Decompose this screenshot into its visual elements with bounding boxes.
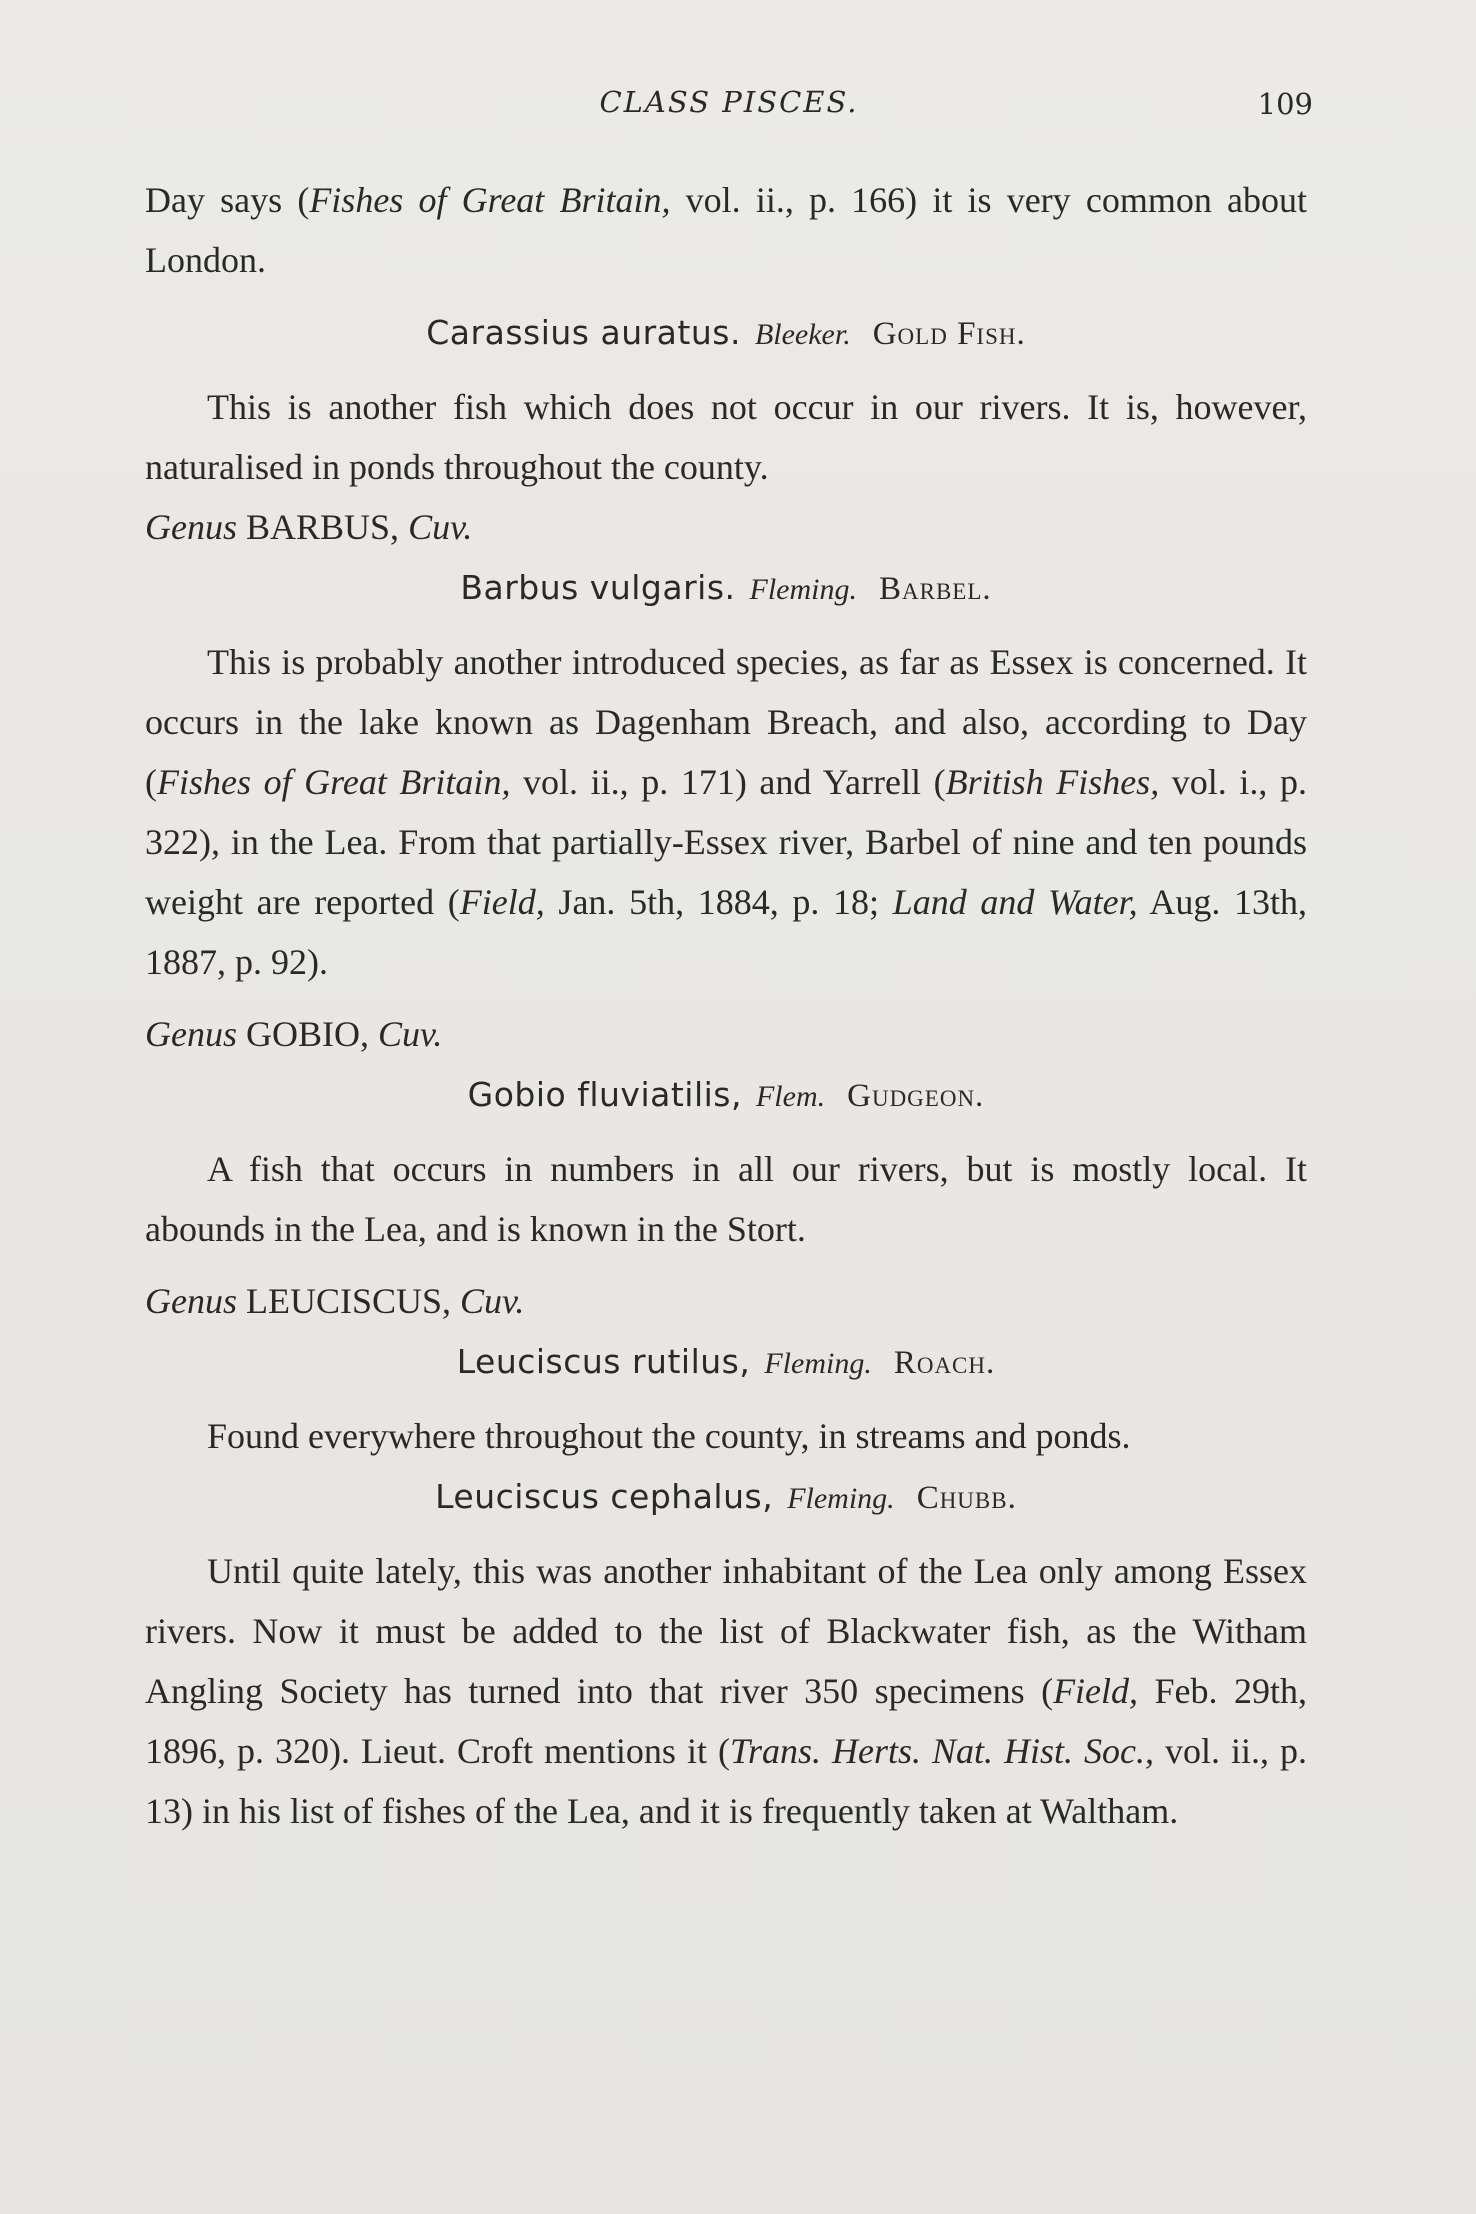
species-heading-carassius [145, 302, 1307, 365]
species-author: Fleming. [787, 1482, 895, 1515]
species-name: Gobio fluviatilis, [467, 1075, 742, 1114]
species-author: Fleming. [764, 1347, 872, 1380]
species-author: Bleeker. [754, 318, 851, 351]
species-common-name: Roach. [893, 1345, 996, 1381]
genus-heading-leuciscus: Genus LEUCISCUS, Cuv. [145, 1281, 525, 1321]
species-heading-gobio [145, 1064, 1307, 1127]
paragraph-barbel: This is probably another introduced species, as far as Essex is concerned. It occurs in the lake known as Dagenham Breach, and also, according to Day (Fishes of Great Britain, vol. ii., p. 171) and Yarrell (British Fishes, vol. i., p. 322), in the Lea. From that partially-Essex river, Barbel of nine and ten pounds weight are reported (Field, Jan. 5th, 1884, p. 18; Land and Water, Aug. 13th, 1887, p. 92). [145, 642, 1307, 982]
species-name: Carassius auratus. [426, 313, 741, 352]
species-common-name: Gold Fish. [872, 316, 1026, 352]
paragraph-chubb: Until quite lately, this was another inhabitant of the Lea only among Essex rivers. Now it must be added to the list of Blackwater fish, as the Witham Angling Society has turned into that river 350 specimens (Field, Feb. 29th, 1896, p. 320). Lieut. Croft mentions it (Trans. Herts. Nat. Hist. Soc., vol. ii., p. 13) in his list of fishes of the Lea, and it is frequently taken at Waltham. [145, 1551, 1308, 1831]
species-author: Flem. [755, 1080, 826, 1113]
species-name: Leuciscus rutilus, [456, 1342, 751, 1381]
species-common-name: Chubb. [916, 1480, 1017, 1516]
page-number: 109 [1257, 87, 1313, 121]
running-head: CLASS PISCES. [599, 85, 859, 119]
paragraph-roach: Found everywhere throughout the county, in streams and ponds. [207, 1416, 1131, 1456]
species-name: Barbus vulgaris. [460, 568, 736, 607]
species-heading-cephalus [145, 1466, 1307, 1529]
genus-heading-gobio: Genus GOBIO, Cuv. [145, 1014, 443, 1054]
species-author: Fleming. [749, 573, 857, 606]
genus-heading-barbus: Genus BARBUS, Cuv. [145, 507, 473, 547]
species-common-name: Gudgeon. [847, 1078, 985, 1114]
species-heading-barbus [145, 557, 1307, 620]
page-header [145, 85, 1313, 135]
paragraph-gold-fish: This is another fish which does not occur in our rivers. It is, however, naturalised in ponds throughout the county. [145, 387, 1307, 487]
page-body [145, 170, 1307, 1841]
species-name: Leuciscus cephalus, [435, 1477, 774, 1516]
species-common-name: Barbel. [879, 571, 992, 607]
paragraph-day-london: Day says (Fishes of Great Britain, vol. ii., p. 166) it is very common about London. [145, 180, 1307, 280]
paragraph-gudgeon: A fish that occurs in numbers in all our rivers, but is mostly local. It abounds in the Lea, and is known in the Stort. [145, 1149, 1307, 1249]
species-heading-rutilus [145, 1331, 1307, 1394]
